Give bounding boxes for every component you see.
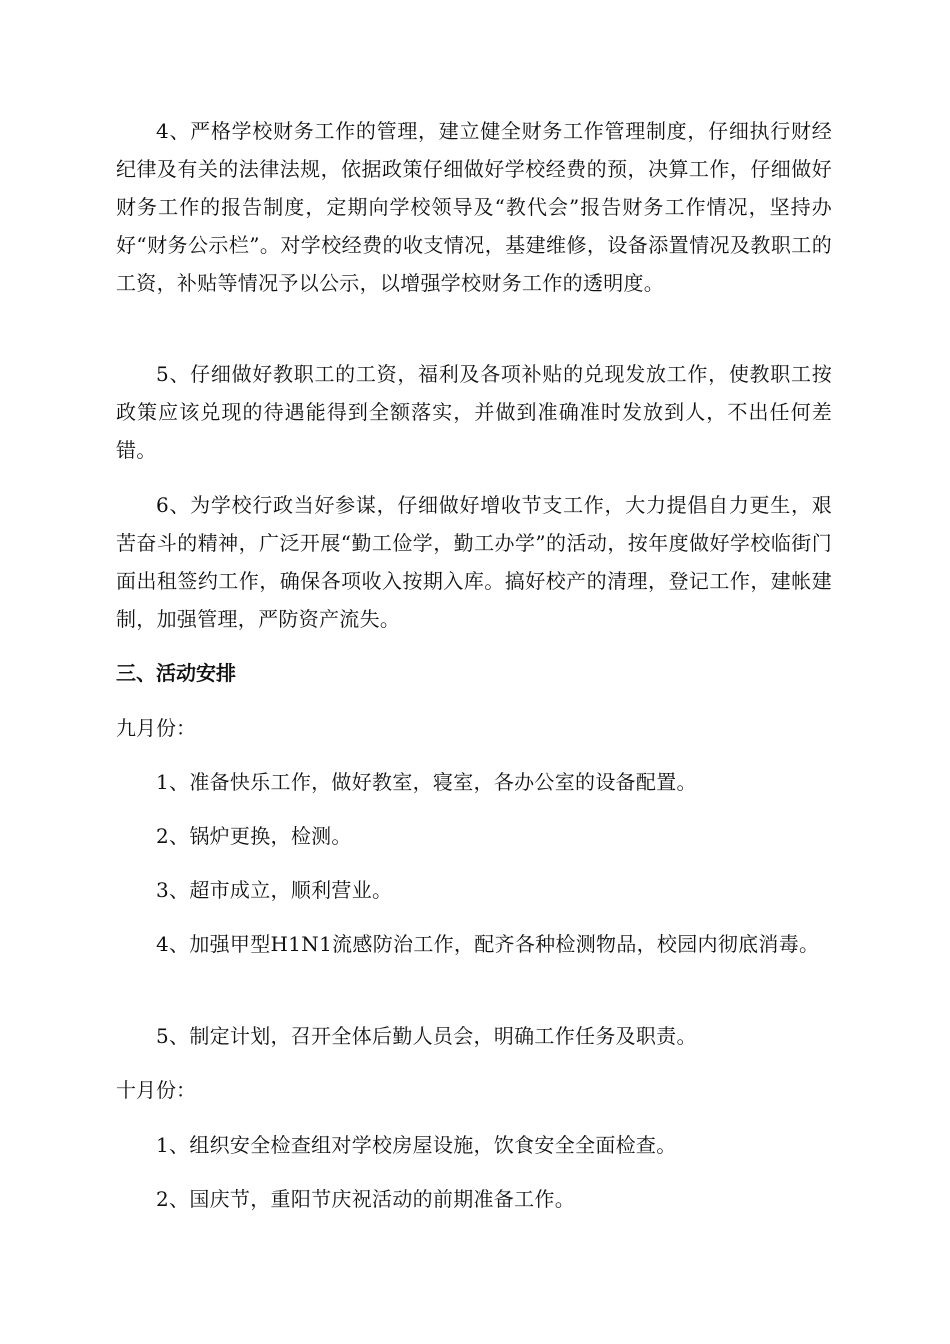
list-item: 2、锅炉更换，检测。 [156, 824, 352, 848]
paragraph-item-6: 6、为学校行政当好参谋，仔细做好增收节支工作，大力提倡自力更生，艰苦奋斗的精神，广泛开展“勤工俭学，勤工办学”的活动，按年度做好学校临街门面出租签约工作，确保各项收入按期入库。搞好校产的清理，登记工作，建帐建制，加强管理，严防资产流失。 [116, 493, 832, 631]
list-item: 5、制定计划，召开全体后勤人员会，明确工作任务及职责。 [156, 1024, 697, 1048]
paragraph-item-4: 4、严格学校财务工作的管理，建立健全财务工作管理制度，仔细执行财经纪律及有关的法律法规，依据政策仔细做好学校经费的预，决算工作，仔细做好财务工作的报告制度，定期向学校领导及“教代会”报告财务工作情况，坚持办好“财务公示栏”。对学校经费的收支情况，基建维修，设备添置情况及教职工的工资，补贴等情况予以公示，以增强学校财务工作的透明度。 [116, 119, 832, 295]
list-item: 3、超市成立，顺利营业。 [156, 878, 393, 902]
paragraph-item-5: 5、仔细做好教职工的工资，福利及各项补贴的兑现发放工作，使教职工按政策应该兑现的待遇能得到全额落实，并做到准确准时发放到人，不出任何差错。 [116, 362, 832, 462]
month-label-october: 十月份： [116, 1078, 196, 1102]
month-label-september: 九月份： [116, 716, 196, 740]
list-item: 4、加强甲型H1N1流感防治工作，配齐各种检测物品，校园内彻底消毒。 [156, 932, 820, 956]
list-item: 1、组织安全检查组对学校房屋设施，饮食安全全面检查。 [156, 1133, 677, 1157]
list-item: 2、国庆节，重阳节庆祝活动的前期准备工作。 [156, 1187, 576, 1211]
list-item: 1、准备快乐工作，做好教室，寝室，各办公室的设备配置。 [156, 770, 697, 794]
section-heading-activities: 三、活动安排 [116, 661, 236, 685]
